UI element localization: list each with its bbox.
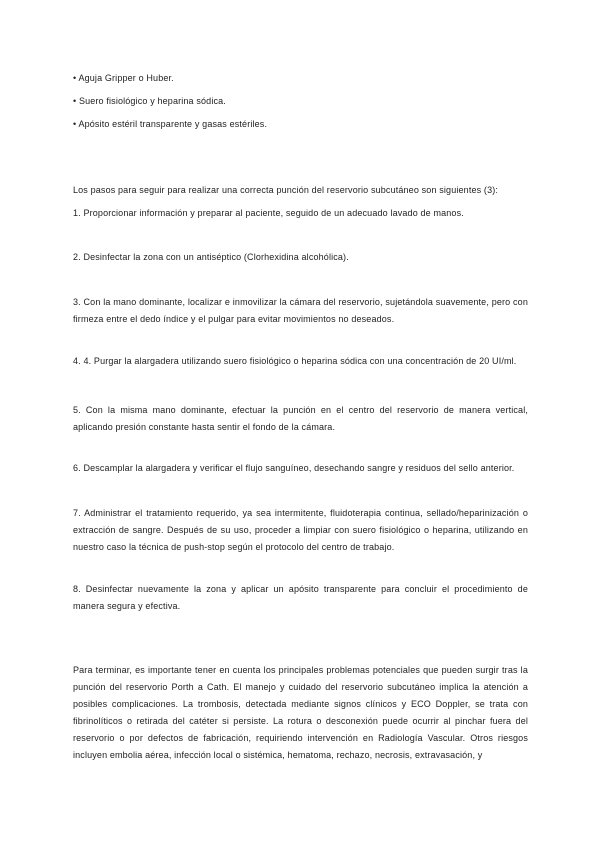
step-item: 2. Desinfectar la zona con un antiséptico (Clorhexidina alcohólica). [73,252,349,262]
materials-item: • Apósito estéril transparente y gasas estériles. [73,119,268,129]
materials-item: • Aguja Gripper o Huber. [73,73,174,83]
step-item: 1. Proporcionar información y preparar al paciente, seguido de un adecuado lavado de manos. [73,208,464,218]
step-item: 5. Con la misma mano dominante, efectuar la punción en el centro del reservorio de manera vertical, aplicando presión constante hasta sentir el fondo de la cámara. [73,405,528,432]
step-item: 8. Desinfectar nuevamente la zona y aplicar un apósito transparente para concluir el procedimiento de manera segura y efectiva. [73,584,528,611]
step-item: 3. Con la mano dominante, localizar e inmovilizar la cámara del reservorio, sujetándola suavemente, pero con firmeza entre el dedo índice y el pulgar para evitar movimientos no deseados. [73,297,528,324]
conclusion-paragraph: Para terminar, es importante tener en cuenta los principales problemas potenciales que pueden surgir tras la punción del reservorio Porth a Cath. El manejo y cuidado del reservorio subcutáneo implica la atención a posibles complicaciones. La trombosis, detectada mediante signos clínicos y ECO Doppler, se trata con fibrinolíticos o retirada del catéter si persiste. La rotura o desconexión puede ocurrir al pinchar fuera del reservorio o por defectos de fabricación, requiriendo intervención en Radiología Vascular. Otros riesgos incluyen embolia aérea, infección local o sistémica, hematoma, rechazo, necrosis, extravasación, y [73,665,528,760]
step-item: 7. Administrar el tratamiento requerido, ya sea intermitente, fluidoterapia continua, sellado/heparinización o extracción de sangre. Después de su uso, proceder a limpiar con suero fisiológico o heparina, utilizando en nuestro caso la técnica de push-stop según el protocolo del centro de trabajo. [73,508,528,552]
step-item: 4. 4. Purgar la alargadera utilizando suero fisiológico o heparina sódica con una concentración de 20 UI/ml. [73,356,517,366]
steps-intro: Los pasos para seguir para realizar una correcta punción del reservorio subcutáneo son siguientes (3): [73,185,499,195]
materials-item: • Suero fisiológico y heparina sódica. [73,96,226,106]
step-item: 6. Descamplar la alargadera y verificar el flujo sanguíneo, desechando sangre y residuos del sello anterior. [73,463,515,473]
